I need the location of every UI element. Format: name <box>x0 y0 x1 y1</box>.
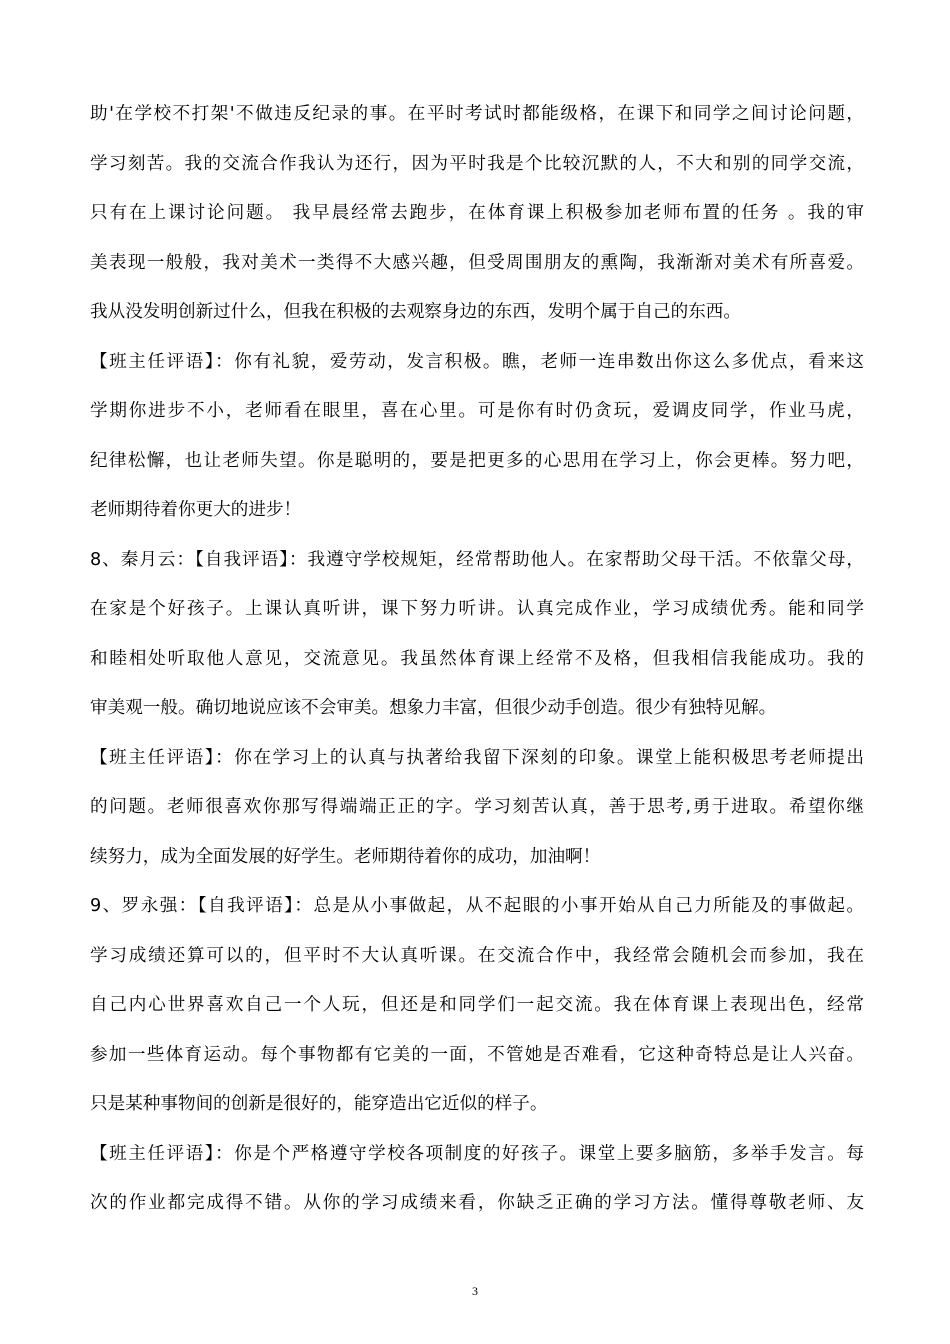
text-line: 【班主任评语】：你在学习上的认真与执著给我留下深刻的印象。课堂上能积极思考老师提出 <box>90 747 864 768</box>
text-line: 只有在上课讨论问题。 我早晨经常去跑步，在体育课上积极参加老师布置的任务 。我的审 <box>90 203 864 223</box>
text-line: 【班主任评语】：你是个严格遵守学校各项制度的好孩子。课堂上要多脑筋，多举手发言。每 <box>90 1143 864 1164</box>
text-line: 续努力，成为全面发展的好学生。老师期待着你的成功，加油啊！ <box>90 846 601 867</box>
text-line: 【班主任评语】：你有礼貌，爱劳动，发言积极。瞧，老师一连串数出你这么多优点，看来这 <box>90 351 864 372</box>
text-line: 8、秦月云：【自我评语】：我遵守学校规矩，经常帮助他人。在家帮助父母干活。不依靠父母， <box>90 549 864 570</box>
text-line: 学习刻苦。我的交流合作我认为还行，因为平时我是个比较沉默的人，不大和别的同学交流， <box>90 153 864 174</box>
text-line: 美表现一般般，我对美术一类得不大感兴趣，但受周围朋友的熏陶，我渐渐对美术有所喜爱。 <box>90 252 864 273</box>
text-line: 和睦相处听取他人意见，交流意见。我虽然体育课上经常不及格，但我相信我能成功。我的 <box>90 648 864 669</box>
text-line: 学期你进步不小，老师看在眼里，喜在心里。可是你有时仍贪玩，爱调皮同学，作业马虎， <box>90 401 864 421</box>
text-line: 9、罗永强：【自我评语】：总是从小事做起，从不起眼的小事开始从自己力所能及的事做起。 <box>90 896 864 916</box>
page-number: 3 <box>472 1284 478 1298</box>
text-line: 学习成绩还算可以的，但平时不大认真听课。在交流合作中，我经常会随机会而参加，我在 <box>90 945 864 966</box>
text-line: 在家是个好孩子。上课认真听讲，课下努力听讲。认真完成作业，学习成绩优秀。能和同学 <box>90 599 864 619</box>
text-line: 自己内心世界喜欢自己一个人玩，但还是和同学们一起交流。我在体育课上表现出色，经常 <box>90 995 864 1015</box>
text-line: 我从没发明创新过什么，但我在积极的去观察身边的东西，发明个属于自己的东西。 <box>90 302 741 322</box>
text-line: 只是某种事物间的创新是很好的，能穿造出它近似的样子。 <box>90 1094 548 1114</box>
text-line: 助'在学校不打架'不做违反纪录的事。在平时考试时都能级格，在课下和同学之间讨论问题， <box>90 104 864 124</box>
body-text <box>90 90 864 1229</box>
text-line: 审美观一般。确切地说应该不会审美。想象力丰富，但很少动手创造。很少有独特见解。 <box>90 698 777 718</box>
text-line: 的问题。老师很喜欢你那写得端端正正的字。学习刻苦认真，善于思考,勇于进取。希望你继 <box>90 797 864 817</box>
text-line: 老师期待着你更大的进步！ <box>90 500 302 520</box>
text-line: 纪律松懈，也让老师失望。你是聪明的，要是把更多的心思用在学习上，你会更棒。努力吧， <box>90 450 864 471</box>
text-line: 次的作业都完成得不错。从你的学习成绩来看，你缺乏正确的学习方法。懂得尊敬老师、友 <box>90 1193 864 1213</box>
text-line: 参加一些体育运动。每个事物都有它美的一面，不管她是否难看，它这种奇特总是让人兴奋。 <box>90 1044 864 1065</box>
